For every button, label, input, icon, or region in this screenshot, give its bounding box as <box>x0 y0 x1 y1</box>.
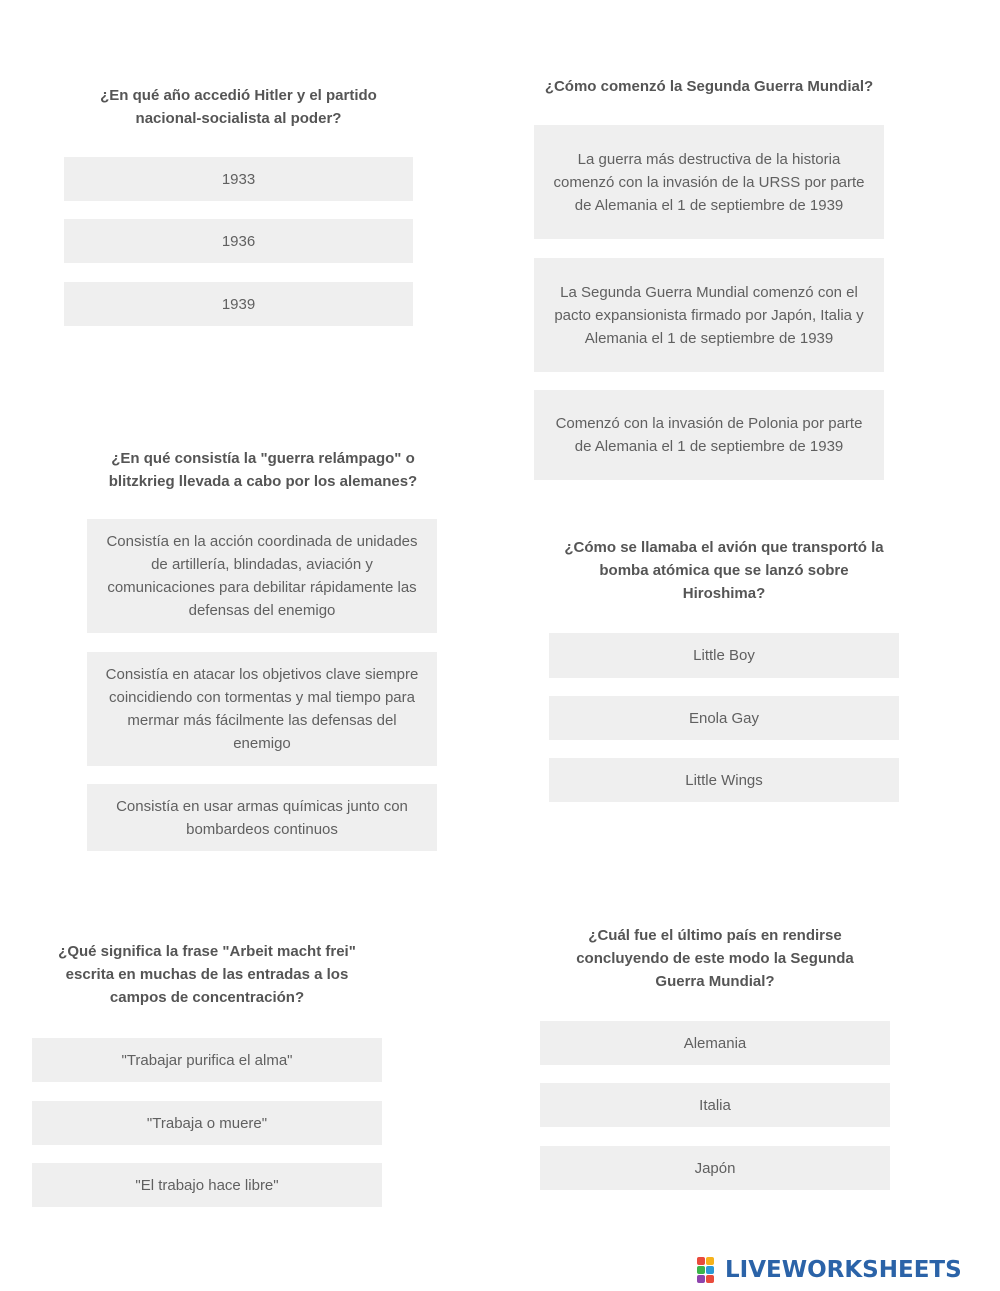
question-2-line-1: ¿Cómo comenzó la Segunda Guerra Mundial? <box>544 78 874 95</box>
q2-option-2[interactable]: La Segunda Guerra Mundial comenzó con el pacto expansionista firmado por Japón, Italia y Alemania el 1 de septiembre de 1939 <box>534 258 884 372</box>
question-6-line-3: Guerra Mundial? <box>655 973 775 990</box>
q3-option-2[interactable]: Consistía en atacar los objetivos clave siempre coincidiendo con tormentas y mal tiempo para mermar más fácilmente las defensas del enemigo <box>87 652 437 766</box>
question-1-line-2: nacional-socialista al poder? <box>135 110 342 127</box>
q1-option-1[interactable]: 1933 <box>64 157 413 201</box>
q2-option-1[interactable]: La guerra más destructiva de la historia comenzó con la invasión de la URSS por parte de Alemania el 1 de septiembre de 1939 <box>534 125 884 239</box>
question-4-line-2: bomba atómica que se lanzó sobre <box>599 562 849 579</box>
q5-option-3[interactable]: "El trabajo hace libre" <box>32 1163 382 1207</box>
q5-option-1[interactable]: "Trabajar purifica el alma" <box>32 1038 382 1082</box>
q6-option-3[interactable]: Japón <box>540 1146 890 1190</box>
question-4-line-1: ¿Cómo se llamaba el avión que transportó la <box>564 539 884 556</box>
question-3 <box>78 447 448 493</box>
question-5-line-3: campos de concentración? <box>109 989 305 1006</box>
question-5-line-1: ¿Qué significa la frase "Arbeit macht frei" <box>58 943 356 960</box>
q3-option-1[interactable]: Consistía en la acción coordinada de unidades de artillería, blindadas, aviación y comunicaciones para debilitar rápidamente las defensas del enemigo <box>87 519 437 633</box>
question-3-line-1: ¿En qué consistía la "guerra relámpago" o <box>111 450 415 467</box>
q6-option-1[interactable]: Alemania <box>540 1021 890 1065</box>
question-3-line-2: blitzkrieg llevada a cabo por los alemanes? <box>108 473 418 490</box>
q1-option-3[interactable]: 1939 <box>64 282 413 326</box>
question-1 <box>64 84 413 130</box>
q4-option-1[interactable]: Little Boy <box>549 633 899 678</box>
question-6-line-1: ¿Cuál fue el último país en rendirse <box>588 927 842 944</box>
q1-option-2[interactable]: 1936 <box>64 219 413 263</box>
q3-option-3[interactable]: Consistía en usar armas químicas junto con bombardeos continuos <box>87 784 437 851</box>
q2-option-3[interactable]: Comenzó con la invasión de Polonia por parte de Alemania el 1 de septiembre de 1939 <box>534 390 884 480</box>
question-5 <box>22 940 392 1009</box>
question-4-line-3: Hiroshima? <box>682 585 766 602</box>
q5-option-2[interactable]: "Trabaja o muere" <box>32 1101 382 1145</box>
question-5-line-2: escrita en muchas de las entradas a los <box>65 966 349 983</box>
q4-option-3[interactable]: Little Wings <box>549 758 899 802</box>
question-6 <box>530 924 900 993</box>
question-4 <box>540 536 908 605</box>
liveworksheets-badge-icon <box>697 1257 723 1283</box>
question-2 <box>520 75 898 98</box>
question-1-line-1: ¿En qué año accedió Hitler y el partido <box>100 87 377 104</box>
question-6-line-2: concluyendo de este modo la Segunda <box>576 950 854 967</box>
liveworksheets-logo-text: LIVEWORKSHEETS <box>725 1257 962 1283</box>
q6-option-2[interactable]: Italia <box>540 1083 890 1127</box>
q4-option-2[interactable]: Enola Gay <box>549 696 899 740</box>
liveworksheets-logo <box>697 1254 962 1286</box>
